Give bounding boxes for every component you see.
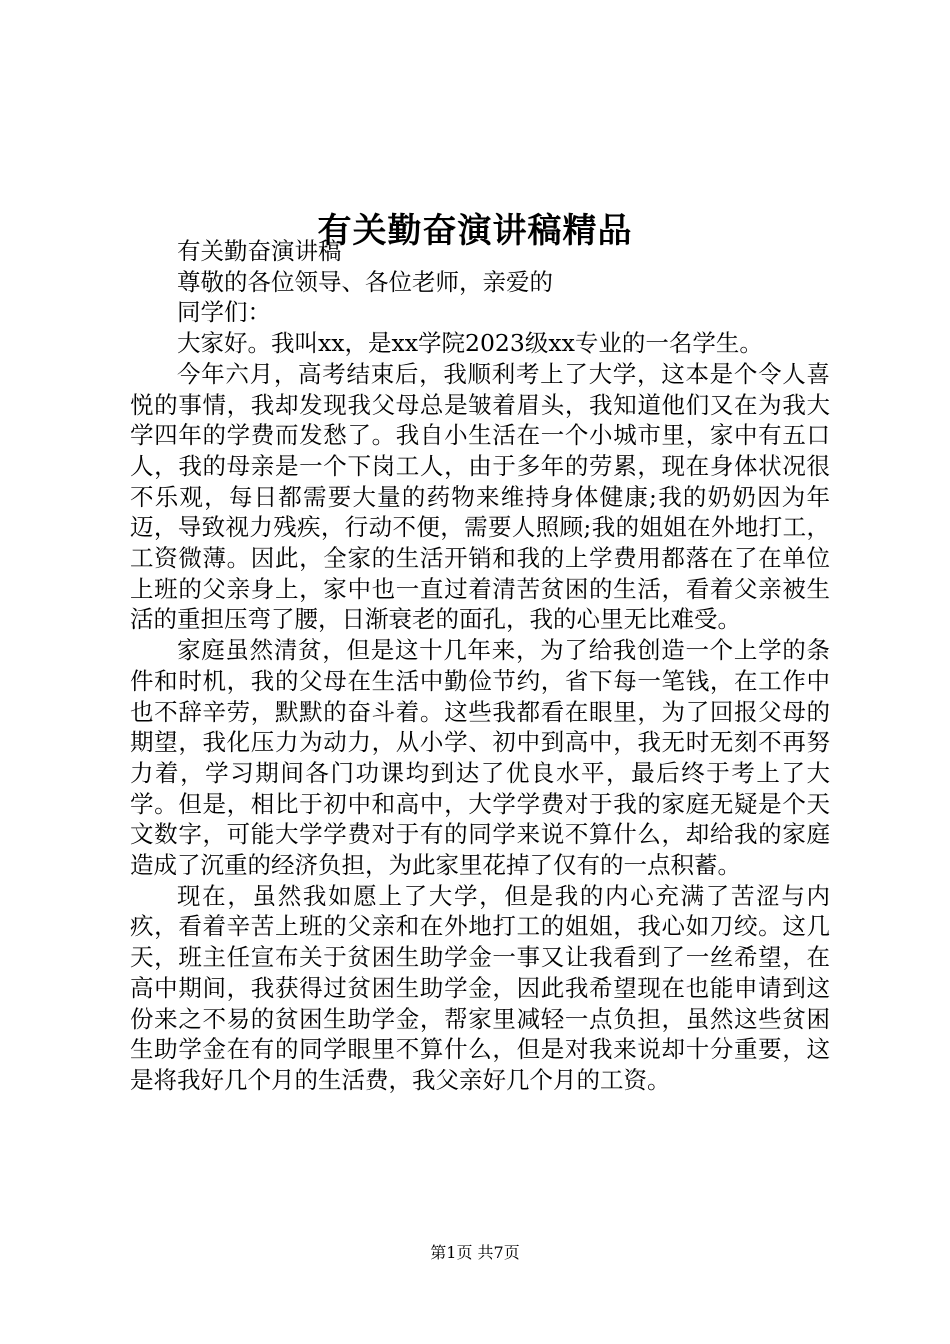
document-title: 有关勤奋演讲稿精品 <box>317 210 633 251</box>
paragraph-body: 家庭虽然清贫，但是这十几年来，为了给我创造一个上学的条件和时机，我的父母在生活中勤俭节约，省下每一笔钱，在工作中也不辞辛劳，默默的奋斗着。这些我都看在眼里，为了回报父母的期望，我化压力为动力，从小学、初中到高中，我无时无刻不再努力着，学习期间各门功课均到达了优良水平，最后终于考上了大学。但是，相比于初中和高中，大学学费对于我的家庭无疑是个天文数字，可能大学学费对于有的同学来说不算什么，却给我的家庭造成了沉重的经济负担，为此家里花掉了仅有的一点积蓄。 <box>130 636 830 880</box>
paragraph-body: 今年六月，高考结束后，我顺利考上了大学，这本是个令人喜悦的事情，我却发现我父母总是皱着眉头，我知道他们又在为我大学四年的学费而发愁了。我自小生活在一个小城市里，家中有五口人，我的母亲是一个下岗工人，由于多年的劳累，现在身体状况很不乐观，每日都需要大量的药物来维持身体健康;我的奶奶因为年迈，导致视力残疾，行动不便，需要人照顾;我的姐姐在外地打工，工资微薄。因此，全家的生活开销和我的上学费用都落在了在单位上班的父亲身上，家中也一直过着清苦贫困的生活，看着父亲被生活的重担压弯了腰，日渐衰老的面孔，我的心里无比难受。 <box>130 359 830 634</box>
paragraph-body: 现在，虽然我如愿上了大学，但是我的内心充满了苦涩与内疚，看着辛苦上班的父亲和在外地打工的姐姐，我心如刀绞。这几天，班主任宣布关于贫困生助学金一事又让我看到了一丝希望，在高中期间，我获得过贫困生助学金，因此我希望现在也能申请到这份来之不易的贫困生助学金，帮家里减轻一点负担，虽然这些贫困生助学金在有的同学眼里不算什么，但是对我来说却十分重要，这是将我好几个月的生活费，我父亲好几个月的工资。 <box>130 881 830 1094</box>
paragraph-heading: 有关勤奋演讲稿 <box>177 237 342 265</box>
paragraph-salutation-cont: 同学们： <box>177 298 271 327</box>
paragraph-salutation: 尊敬的各位领导、各位老师，亲爱的 <box>177 267 553 296</box>
document-body <box>130 236 830 1096</box>
paragraph-greeting: 大家好。我叫xx，是xx学院2023级xx专业的一名学生。 <box>177 329 763 358</box>
page-footer: 第1页 共7页 <box>430 1243 520 1262</box>
